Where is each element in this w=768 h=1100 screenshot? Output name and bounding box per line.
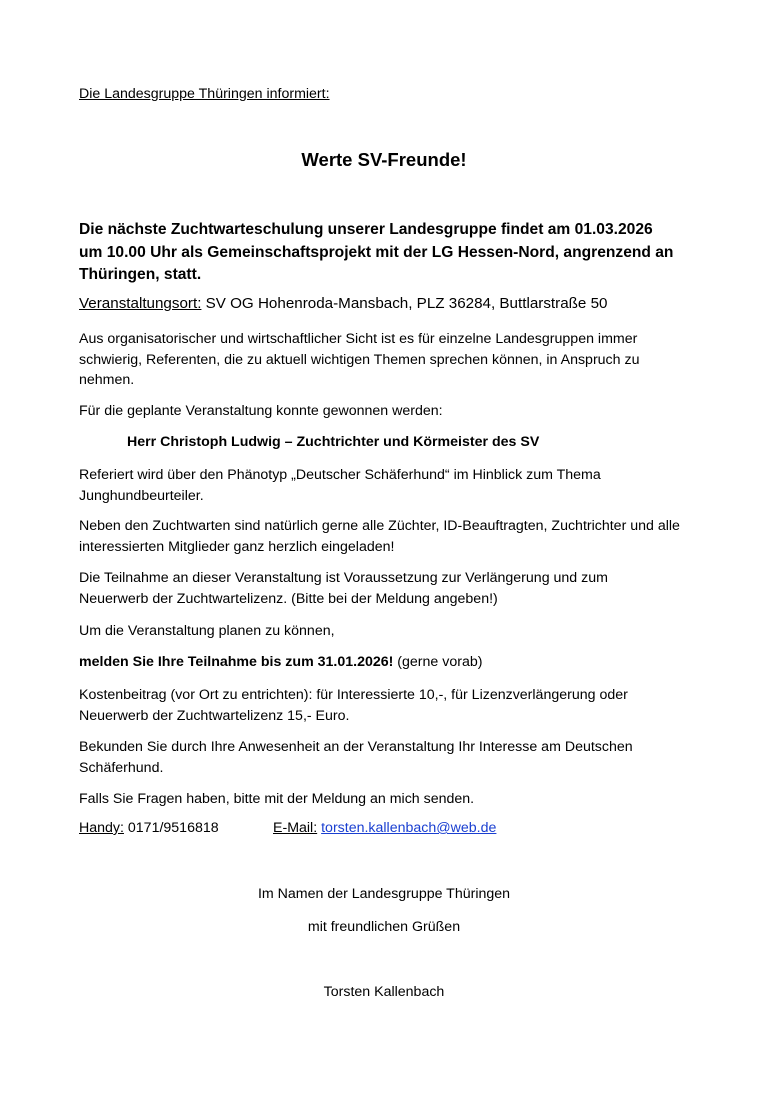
paragraph-cost: Kostenbeitrag (vor Ort zu entrichten): für Interessierte 10,-, für Lizenzverlängerung oder Neuerwerb der Zuchtwartelizenz 15,- Euro. <box>79 687 628 724</box>
speaker-line: Herr Christoph Ludwig – Zuchtrichter und Körmeister des SV <box>127 434 540 450</box>
email-line <box>273 820 496 836</box>
paragraph-won: Für die geplante Veranstaltung konnte gewonnen werden: <box>79 403 443 419</box>
lead-paragraph: Die nächste Zuchtwarteschulung unserer Landesgruppe findet am 01.03.2026 um 10.00 Uhr als Gemeinschaftsprojekt mit der LG Hessen-Nord, angrenzend an Thüringen, statt. <box>79 221 674 283</box>
paragraph-plan: Um die Veranstaltung planen zu können, <box>79 623 335 639</box>
paragraph-questions: Falls Sie Fragen haben, bitte mit der Meldung an mich senden. <box>79 791 475 807</box>
closing-line-1: Im Namen der Landesgruppe Thüringen <box>257 886 511 902</box>
phone-label: Handy: <box>79 820 124 836</box>
paragraph-license: Die Teilnahme an dieser Veranstaltung ist Voraussetzung zur Verlängerung und zum Neuerwerb der Zuchtwartelizenz. (Bitte bei der Meldung angeben!) <box>79 570 608 607</box>
venue-label: Veranstaltungsort: <box>79 295 202 312</box>
register-line <box>79 652 679 673</box>
phone-line <box>79 820 219 836</box>
paragraph-organisation: Aus organisatorischer und wirtschaftlicher Sicht ist es für einzelne Landesgruppen immer schwierig, Referenten, die zu aktuell wichtigen Themen sprechen können, in Anspruch zu nehmen. <box>79 331 640 389</box>
signature-name: Torsten Kallenbach <box>323 984 445 1000</box>
phone-number: 0171/9516818 <box>123 820 219 836</box>
email-label: E-Mail: <box>273 820 318 836</box>
register-deadline: melden Sie Ihre Teilnahme bis zum 31.01.2026! <box>79 654 394 670</box>
paragraph-topic: Referiert wird über den Phänotyp „Deutscher Schäferhund“ im Hinblick zum Thema Junghundbeurteiler. <box>79 467 601 504</box>
letter-title: Werte SV-Freunde! <box>301 149 467 170</box>
email-link[interactable]: torsten.kallenbach@web.de <box>321 820 497 836</box>
closing-line-2: mit freundlichen Grüßen <box>307 919 461 935</box>
header-intro: Die Landesgruppe Thüringen informiert: <box>79 86 330 102</box>
paragraph-invite: Neben den Zuchtwarten sind natürlich gerne alle Züchter, ID-Beauftragten, Zuchtrichter und alle interessierten Mitglieder ganz herzlich eingeladen! <box>79 518 680 555</box>
paragraph-interest: Bekunden Sie durch Ihre Anwesenheit an der Veranstaltung Ihr Interesse am Deutschen Schäferhund. <box>79 739 633 776</box>
venue-value: SV OG Hohenroda-Mansbach, PLZ 36284, Buttlarstraße 50 <box>201 295 608 312</box>
register-note: (gerne vorab) <box>393 654 483 670</box>
venue-line <box>79 294 699 315</box>
